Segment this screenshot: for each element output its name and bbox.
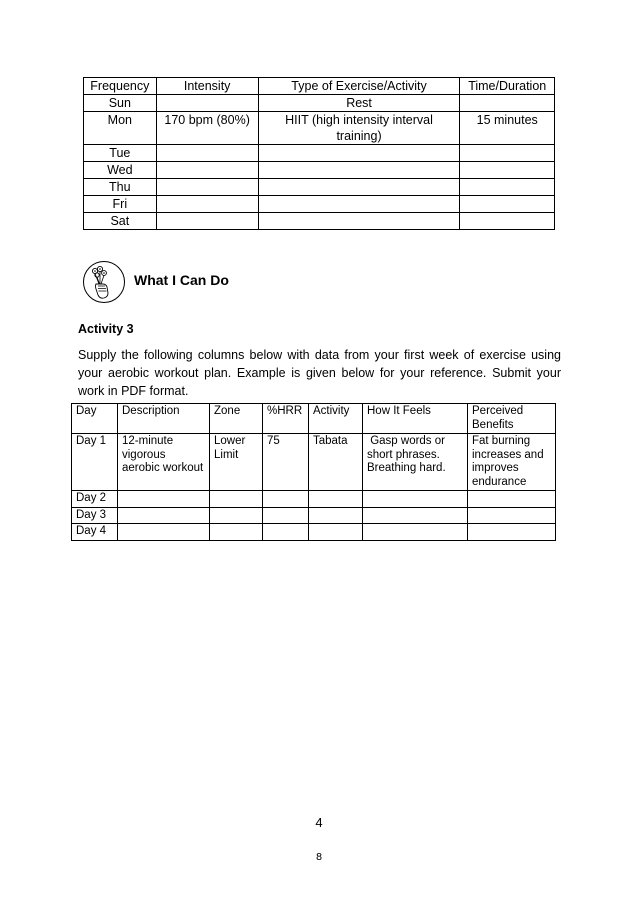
- empty-cell: [309, 507, 363, 524]
- table-row: [84, 196, 555, 213]
- header-activity: Activity: [309, 404, 363, 434]
- type-cell: HIIT (high intensity interval training): [258, 112, 460, 145]
- table-row: [72, 434, 556, 491]
- table-row: [84, 213, 555, 230]
- empty-cell: [263, 524, 309, 541]
- empty-cell: [363, 491, 468, 508]
- time-cell: 15 minutes: [460, 112, 555, 145]
- empty-cell: [460, 145, 555, 162]
- header-time-duration: Time/Duration: [460, 78, 555, 95]
- day-cell: Tue: [84, 145, 157, 162]
- day-cell: Fri: [84, 196, 157, 213]
- activity-title: Activity 3: [78, 322, 134, 336]
- empty-cell: [468, 507, 556, 524]
- day-cell: Sat: [84, 213, 157, 230]
- empty-cell: [460, 95, 555, 112]
- empty-cell: [309, 524, 363, 541]
- empty-cell: [118, 507, 210, 524]
- day-cell: Day 3: [72, 507, 118, 524]
- empty-cell: [156, 145, 258, 162]
- benefits-cell: Fat burning increases and improves endurance: [468, 434, 556, 491]
- table-row: [72, 524, 556, 541]
- table-row: [84, 179, 555, 196]
- empty-cell: [156, 162, 258, 179]
- header-perceived-benefits: Perceived Benefits: [468, 404, 556, 434]
- description-cell: 12-minute vigorous aerobic workout: [118, 434, 210, 491]
- empty-cell: [309, 491, 363, 508]
- empty-cell: [156, 213, 258, 230]
- header-type-of-exercise: Type of Exercise/Activity: [258, 78, 460, 95]
- zone-cell: Lower Limit: [210, 434, 263, 491]
- header-description: Description: [118, 404, 210, 434]
- empty-cell: [258, 179, 460, 196]
- activity-log-table: [71, 403, 556, 541]
- document-page-number: 8: [315, 852, 323, 863]
- empty-cell: [210, 524, 263, 541]
- feels-cell: Gasp words or short phrases. Breathing hard.: [363, 434, 468, 491]
- empty-cell: [263, 491, 309, 508]
- table-row: [84, 112, 555, 145]
- page-number: 4: [315, 815, 323, 830]
- header-hrr: %HRR: [263, 404, 309, 434]
- table-row: [84, 95, 555, 112]
- empty-cell: [118, 491, 210, 508]
- table-row: [84, 162, 555, 179]
- header-zone: Zone: [210, 404, 263, 434]
- day-cell: Sun: [84, 95, 157, 112]
- hrr-cell: 75: [263, 434, 309, 491]
- header-frequency: Frequency: [84, 78, 157, 95]
- activity-cell: Tabata: [309, 434, 363, 491]
- header-intensity: Intensity: [156, 78, 258, 95]
- empty-cell: [363, 524, 468, 541]
- empty-cell: [460, 196, 555, 213]
- empty-cell: [460, 179, 555, 196]
- empty-cell: [210, 491, 263, 508]
- day-cell: Thu: [84, 179, 157, 196]
- rest-cell: Rest: [258, 95, 460, 112]
- table-row: [72, 507, 556, 524]
- table-row: [84, 145, 555, 162]
- table-row: [72, 491, 556, 508]
- day-cell: Day 4: [72, 524, 118, 541]
- empty-cell: [156, 196, 258, 213]
- empty-cell: [156, 179, 258, 196]
- empty-cell: [258, 162, 460, 179]
- empty-cell: [363, 507, 468, 524]
- empty-cell: [258, 196, 460, 213]
- day-cell: Wed: [84, 162, 157, 179]
- empty-cell: [263, 507, 309, 524]
- empty-cell: [460, 162, 555, 179]
- header-day: Day: [72, 404, 118, 434]
- hand-holding-flower-icon: [82, 260, 126, 304]
- day-cell: Day 1: [72, 434, 118, 491]
- table-header-row: [84, 78, 555, 95]
- day-cell: Day 2: [72, 491, 118, 508]
- empty-cell: [210, 507, 263, 524]
- weekly-exercise-table: [83, 77, 555, 230]
- intensity-cell: 170 bpm (80%): [156, 112, 258, 145]
- activity-instructions: Supply the following columns below with data from your first week of exercise using your aerobic workout plan. Example is given below for your reference. Submit your work in PDF format.: [78, 348, 561, 398]
- empty-cell: [468, 524, 556, 541]
- empty-cell: [118, 524, 210, 541]
- section-title: What I Can Do: [134, 272, 229, 288]
- table-header-row: [72, 404, 556, 434]
- empty-cell: [460, 213, 555, 230]
- day-cell: Mon: [84, 112, 157, 145]
- empty-cell: [468, 491, 556, 508]
- empty-cell: [156, 95, 258, 112]
- empty-cell: [258, 145, 460, 162]
- empty-cell: [258, 213, 460, 230]
- header-how-it-feels: How It Feels: [363, 404, 468, 434]
